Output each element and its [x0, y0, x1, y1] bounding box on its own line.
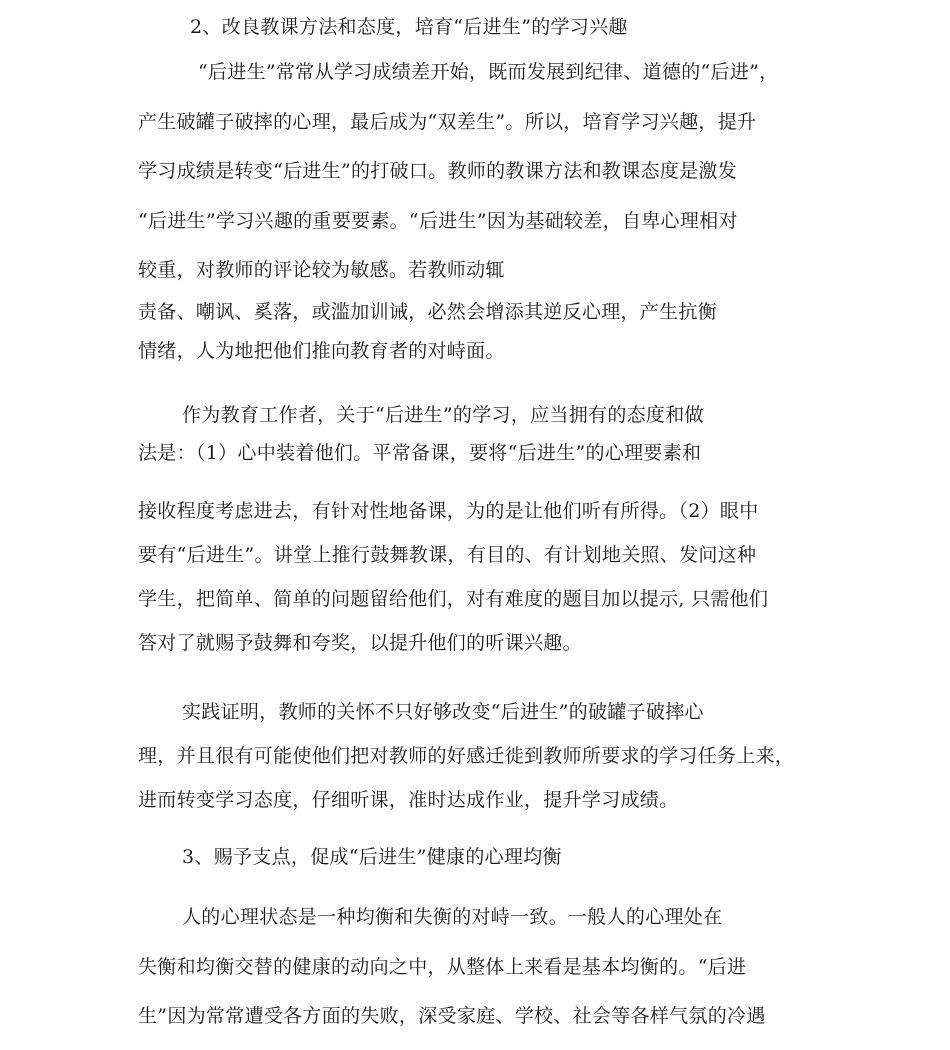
paragraph-2-line-6: 答对了就赐予鼓舞和夸奖，以提升他们的听课兴趣。	[138, 632, 582, 654]
paragraph-2-line-2: 法是：（1）心中装着他们。平常备课，要将“后进生”的心理要素和	[138, 442, 702, 464]
paragraph-1-line-7: 情绪，人为地把他们推向教育者的对峙面。	[138, 340, 505, 362]
paragraph-3-line-2: 理，并且很有可能使他们把对教师的好感迁徙到教师所要求的学习任务上来，	[138, 745, 795, 767]
paragraph-2-line-3: 接收程度考虑进去，有针对性地备课，为的是让他们听有所得。（2）眼中	[138, 500, 759, 522]
paragraph-4-line-3: 生”因为常常遭受各方面的失败，深受家庭、学校、社会等各样气氛的冷遇	[138, 1005, 766, 1027]
paragraph-1-line-4: “后进生”学习兴趣的重要要素。“后进生”因为基础较差，自卑心理相对	[138, 210, 738, 232]
paragraph-1-line-6: 责备、嘲讽、奚落，或滥加训诫，必然会增添其逆反心理，产生抗衡	[138, 301, 718, 323]
paragraph-1-line-1: “后进生”常常从学习成绩差开始，既而发展到纪律、道德的“后进”，	[198, 61, 779, 83]
paragraph-2-line-5: 学生，把简单、简单的问题留给他们，对有难度的题目加以提示, 只需他们	[138, 588, 769, 610]
paragraph-1-line-2: 产生破罐子破摔的心理，最后成为“双差生”。所以，培育学习兴趣，提升	[138, 111, 757, 133]
paragraph-3-line-3: 进而转变学习态度，仔细听课，准时达成作业，提升学习成绩。	[138, 789, 679, 811]
paragraph-4-line-1: 人的心理状态是一种均衡和失衡的对峙一致。一般人的心理处在	[182, 906, 723, 928]
paragraph-3-line-1: 实践证明，教师的关怀不只好够改变“后进生”的破罐子破摔心	[182, 701, 704, 723]
section-heading-2: 2、改良教课方法和态度，培育“后进生”的学习兴趣	[190, 16, 628, 38]
section-heading-3: 3、赐予支点，促成“后进生”健康的心理均衡	[182, 846, 562, 868]
paragraph-4-line-2: 失衡和均衡交替的健康的动向之中，从整体上来看是基本均衡的。“后进	[138, 956, 747, 978]
paragraph-1-line-3: 学习成绩是转变“后进生”的打破口。教师的教课方法和教课态度是激发	[138, 160, 738, 182]
paragraph-2-line-4: 要有“后进生”。讲堂上推行鼓舞教课，有目的、有计划地关照、发问这种	[138, 544, 757, 566]
paragraph-1-line-5: 较重，对教师的评论较为敏感。若教师动辄	[138, 259, 505, 281]
paragraph-2-line-1: 作为教育工作者，关于“后进生”的学习，应当拥有的态度和做	[182, 404, 704, 426]
